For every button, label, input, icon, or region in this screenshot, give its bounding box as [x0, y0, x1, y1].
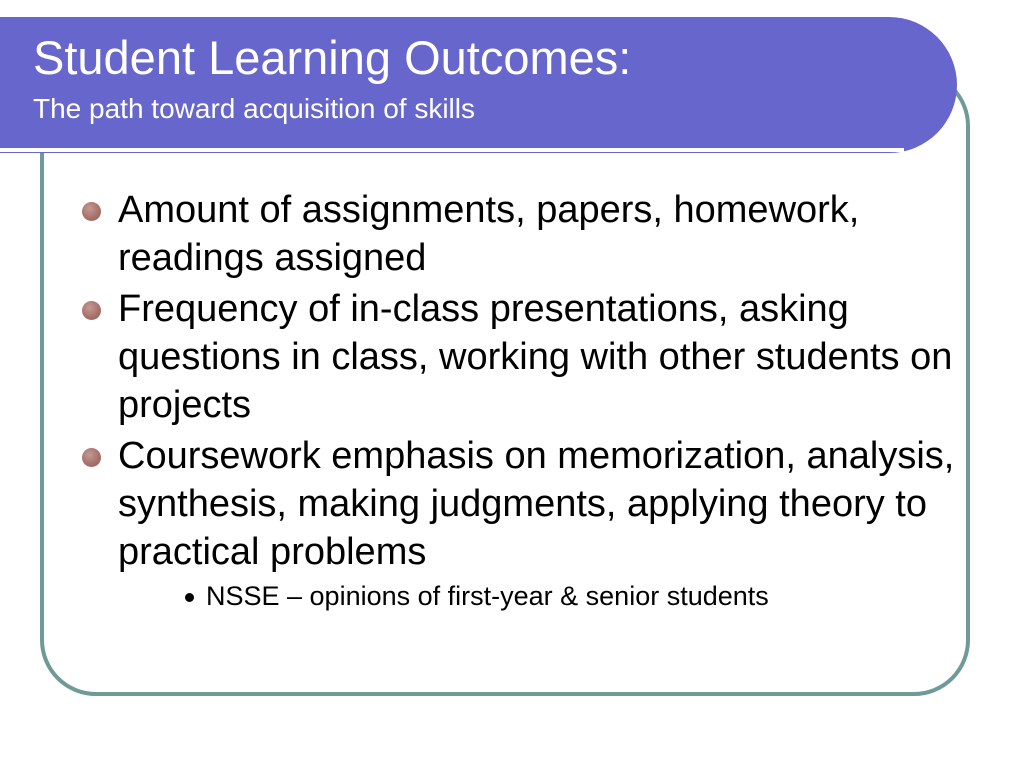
bullet-text: Frequency of in-class presentations, asking questions in class, working with other students on projects	[118, 288, 953, 426]
small-dot-icon	[185, 593, 194, 602]
slide-title: Student Learning Outcomes:	[33, 31, 632, 84]
title-underline	[0, 148, 904, 152]
bullet-item	[80, 186, 960, 282]
round-bullet-icon	[82, 301, 101, 320]
sub-bullet-item	[80, 579, 960, 613]
round-bullet-icon	[82, 448, 101, 467]
slide-subtitle: The path toward acquisition of skills	[33, 93, 475, 124]
bullet-text: Amount of assignments, papers, homework, readings assigned	[118, 189, 860, 279]
bullet-list	[80, 186, 960, 613]
bullet-item	[80, 432, 960, 576]
round-bullet-icon	[82, 202, 101, 221]
bullet-text: Coursework emphasis on memorization, analysis, synthesis, making judgments, applying theory to practical problems	[118, 435, 955, 573]
bullet-item	[80, 285, 960, 429]
sub-bullet-text: NSSE – opinions of first-year & senior students	[206, 581, 769, 611]
